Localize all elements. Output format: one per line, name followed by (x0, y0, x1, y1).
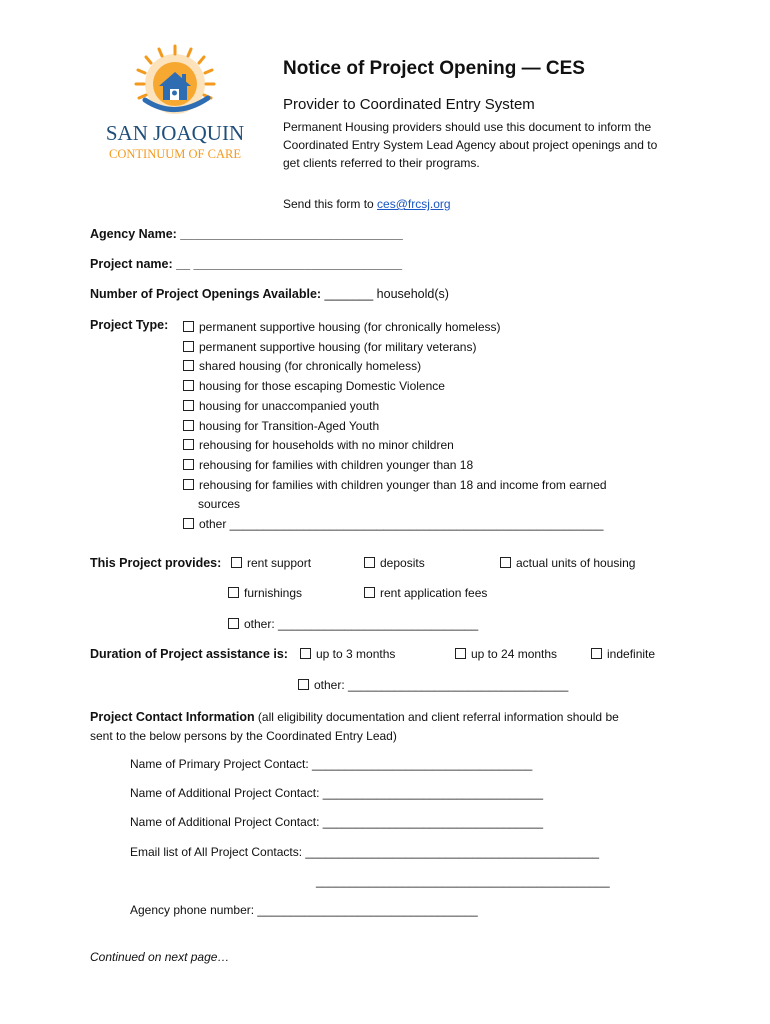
additional-contact-field-2[interactable]: Name of Additional Project Contact: _________________________________ (130, 815, 544, 829)
provides-deposits[interactable]: deposits (364, 556, 425, 570)
checkbox[interactable] (183, 518, 194, 529)
primary-contact-field[interactable]: Name of Primary Project Contact: _________________________________ (130, 757, 533, 771)
checkbox[interactable] (183, 360, 194, 371)
checkbox[interactable] (183, 479, 194, 490)
checkbox[interactable] (183, 439, 194, 450)
additional-contact-field-1[interactable]: Name of Additional Project Contact: _________________________________ (130, 786, 544, 800)
contact-note-line-2: sent to the below persons by the Coordinated Entry Lead) (90, 729, 397, 743)
checkbox[interactable] (183, 341, 194, 352)
provides-label: This Project provides: (90, 556, 222, 570)
intro-line: Permanent Housing providers should use this document to inform the (283, 120, 652, 134)
send-form-line (283, 197, 451, 211)
svg-text:CONTINUUM OF CARE: CONTINUUM OF CARE (109, 147, 241, 161)
provides-other[interactable]: other: ______________________________ (228, 617, 478, 631)
checkbox[interactable] (364, 587, 375, 598)
contact-note: (all eligibility documentation and client referral information should be (254, 710, 619, 724)
intro-text (283, 118, 657, 172)
checkbox[interactable] (364, 557, 375, 568)
project-type-option[interactable]: housing for those escaping Domestic Violence (183, 377, 607, 397)
provides-actual-units[interactable]: actual units of housing (500, 556, 635, 570)
project-type-option[interactable]: rehousing for families with children younger than 18 and income from earned (183, 476, 607, 496)
duration-indefinite[interactable]: indefinite (591, 647, 655, 661)
checkbox[interactable] (455, 648, 466, 659)
duration-up-to-24[interactable]: up to 24 months (455, 647, 557, 661)
page-subtitle: Provider to Coordinated Entry System (283, 96, 535, 113)
provides-rent-support[interactable]: rent support (231, 556, 311, 570)
send-prefix: Send this form to (283, 197, 378, 211)
logo-sun-house-icon (100, 42, 250, 167)
checkbox[interactable] (183, 321, 194, 332)
openings-field[interactable] (90, 287, 449, 301)
checkbox[interactable] (183, 420, 194, 431)
san-joaquin-logo (100, 42, 250, 167)
project-type-option[interactable]: permanent supportive housing (for military veterans) (183, 338, 607, 358)
project-type-other[interactable]: other ________________________________________________________ (183, 515, 607, 535)
checkbox[interactable] (228, 618, 239, 629)
page-title: Notice of Project Opening — CES (283, 58, 585, 79)
email-list-field[interactable]: Email list of All Project Contacts: ____________________________________________ (130, 845, 600, 859)
checkbox[interactable] (300, 648, 311, 659)
openings-blank: _______ household(s) (321, 287, 449, 301)
openings-label: Number of Project Openings Available: (90, 287, 322, 301)
project-type-option[interactable]: housing for Transition-Aged Youth (183, 417, 607, 437)
duration-up-to-3[interactable]: up to 3 months (300, 647, 395, 661)
provides-rent-app-fees[interactable]: rent application fees (364, 586, 487, 600)
project-type-option[interactable]: rehousing for families with children younger than 18 (183, 456, 607, 476)
project-type-option[interactable]: permanent supportive housing (for chronically homeless) (183, 318, 607, 338)
email-list-field-continued[interactable]: ____________________________________________ (316, 874, 610, 888)
checkbox[interactable] (231, 557, 242, 568)
agency-name-field[interactable]: Agency Name: ________________________________ (90, 227, 403, 241)
checkbox[interactable] (183, 459, 194, 470)
project-name-field[interactable]: Project name: __ ______________________________ (90, 257, 403, 271)
project-type-label: Project Type: (90, 318, 169, 332)
project-type-option[interactable]: shared housing (for chronically homeless) (183, 357, 607, 377)
contact-heading: Project Contact Information (90, 710, 255, 724)
email-link[interactable]: ces@frcsj.org (377, 197, 451, 211)
intro-line: Coordinated Entry System Lead Agency about project openings and to (283, 138, 658, 152)
provides-furnishings[interactable]: furnishings (228, 586, 302, 600)
checkbox[interactable] (228, 587, 239, 598)
project-type-option[interactable]: housing for unaccompanied youth (183, 397, 607, 417)
checkbox[interactable] (591, 648, 602, 659)
checkbox[interactable] (500, 557, 511, 568)
intro-line: get clients referred to their programs. (283, 156, 480, 170)
checkbox[interactable] (183, 380, 194, 391)
svg-text:SAN JOAQUIN: SAN JOAQUIN (105, 121, 245, 145)
continued-note: Continued on next page… (90, 950, 230, 964)
checkbox[interactable] (183, 400, 194, 411)
duration-other[interactable]: other: _________________________________ (298, 678, 568, 692)
agency-phone-field[interactable]: Agency phone number: _________________________________ (130, 903, 478, 917)
checkbox[interactable] (298, 679, 309, 690)
contact-section-intro (90, 708, 619, 746)
project-type-options (183, 318, 607, 535)
option-continuation: sources (198, 497, 241, 512)
project-type-option[interactable]: rehousing for households with no minor children (183, 436, 607, 456)
duration-label: Duration of Project assistance is: (90, 647, 288, 661)
